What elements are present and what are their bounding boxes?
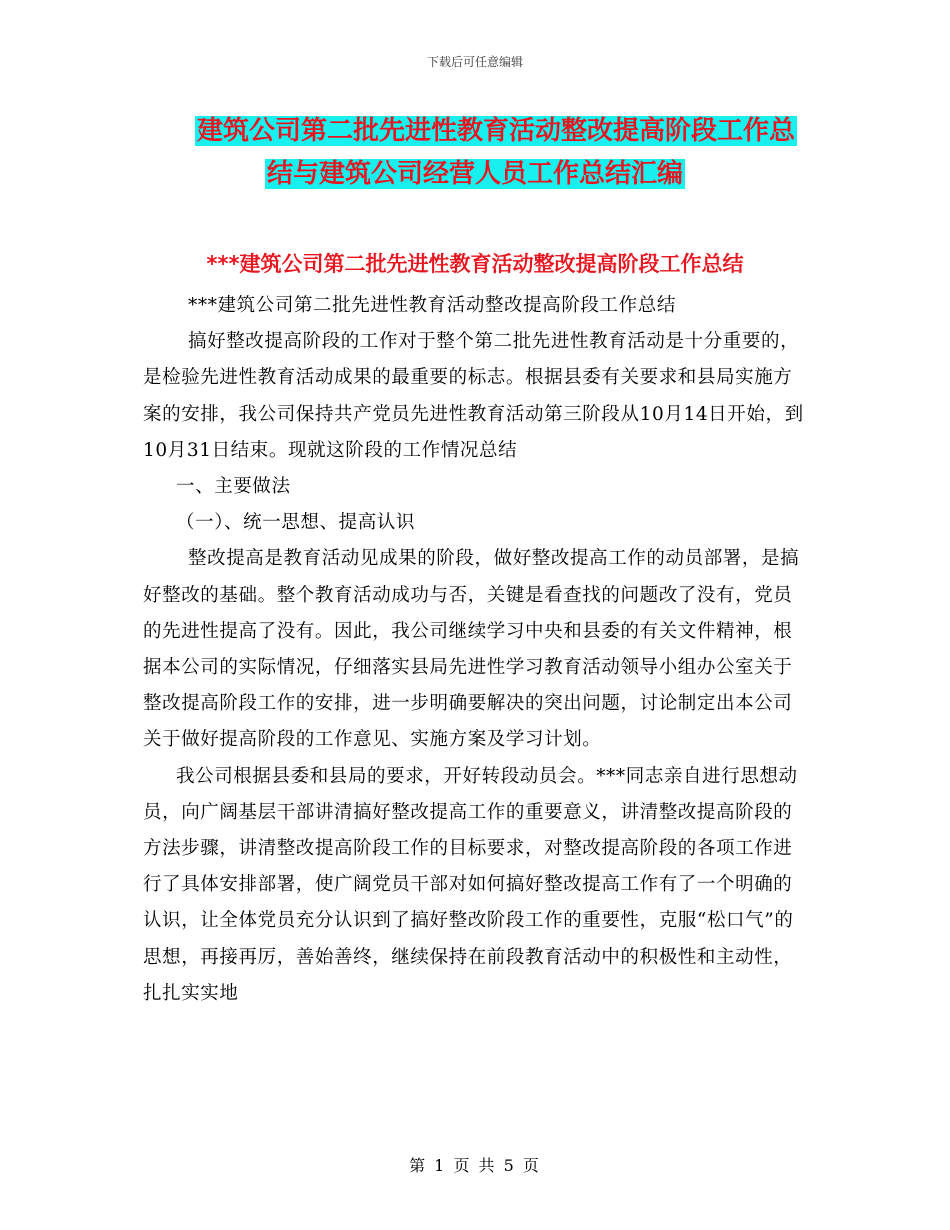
body-paragraph-mobilization: 我公司根据县委和县局的要求，开好转段动员会。***同志亲自进行思想动员，向广阔基层干部讲清搞好整改提高工作的重要意义，讲清整改提高阶段的方法步骤，讲清整改提高阶段工作的目标要求，对整改提高阶段的各项工作进行了具体安排部署，使广阔党员干部对如何搞好整改提高工作有了一个明确的认识，让全体党员充分认识到了搞好整改阶段工作的重要性，克服“松口气”的思想，再接再厉，善始善终，继续保持在前段教育活动中的积极性和主动性，扎扎实实地 — [143, 765, 798, 1004]
body-paragraph-restated-title: ***建筑公司第二批先进性教育活动整改提高阶段工作总结 — [188, 295, 676, 316]
body-paragraph-intro: 搞好整改提高阶段的工作对于整个第二批先进性教育活动是十分重要的，是检验先进性教育活动成果的最重要的标志。根据县委有关要求和县局实施方案的安排，我公司保持共产党员先进性教育活动第三阶段从10月14日开始，到10月31日结束。现就这阶段的工作情况总结 — [143, 331, 804, 461]
document-title-line-1 — [0, 111, 950, 151]
title-line-1-text: 建筑公司第二批先进性教育活动整改提高阶段工作总 — [196, 116, 795, 146]
title-line-2-text: 结与建筑公司经营人员工作总结汇编 — [266, 159, 683, 189]
page-footer-page-number: 第 1 页 共 5 页 — [409, 1156, 541, 1175]
document-title-line-2 — [0, 154, 950, 194]
body-heading-main-approach: 一、主要做法 — [176, 476, 291, 498]
page-header-note: 下载后可任意编辑 — [426, 55, 523, 69]
section-heading: ***建筑公司第二批先进性教育活动整改提高阶段工作总结 — [206, 252, 744, 276]
document-body — [143, 288, 807, 1012]
body-subheading-unify-thinking: （一）、统一思想、提高认识 — [176, 512, 416, 534]
body-paragraph-rectification: 整改提高是教育活动见成果的阶段，做好整改提高工作的动员部署，是搞好整改的基础。整个教育活动成功与否，关键是看查找的问题改了没有，党员的先进性提高了没有。因此，我公司继续学习中央和县委的有关文件精神，根据本公司的实际情况，仔细落实县局先进性学习教育活动领导小组办公室关于整改提高阶段工作的安排，进一步明确要解决的突出问题，讨论制定出本公司关于做好提高阶段的工作意见、实施方案及学习计划。 — [143, 548, 800, 751]
